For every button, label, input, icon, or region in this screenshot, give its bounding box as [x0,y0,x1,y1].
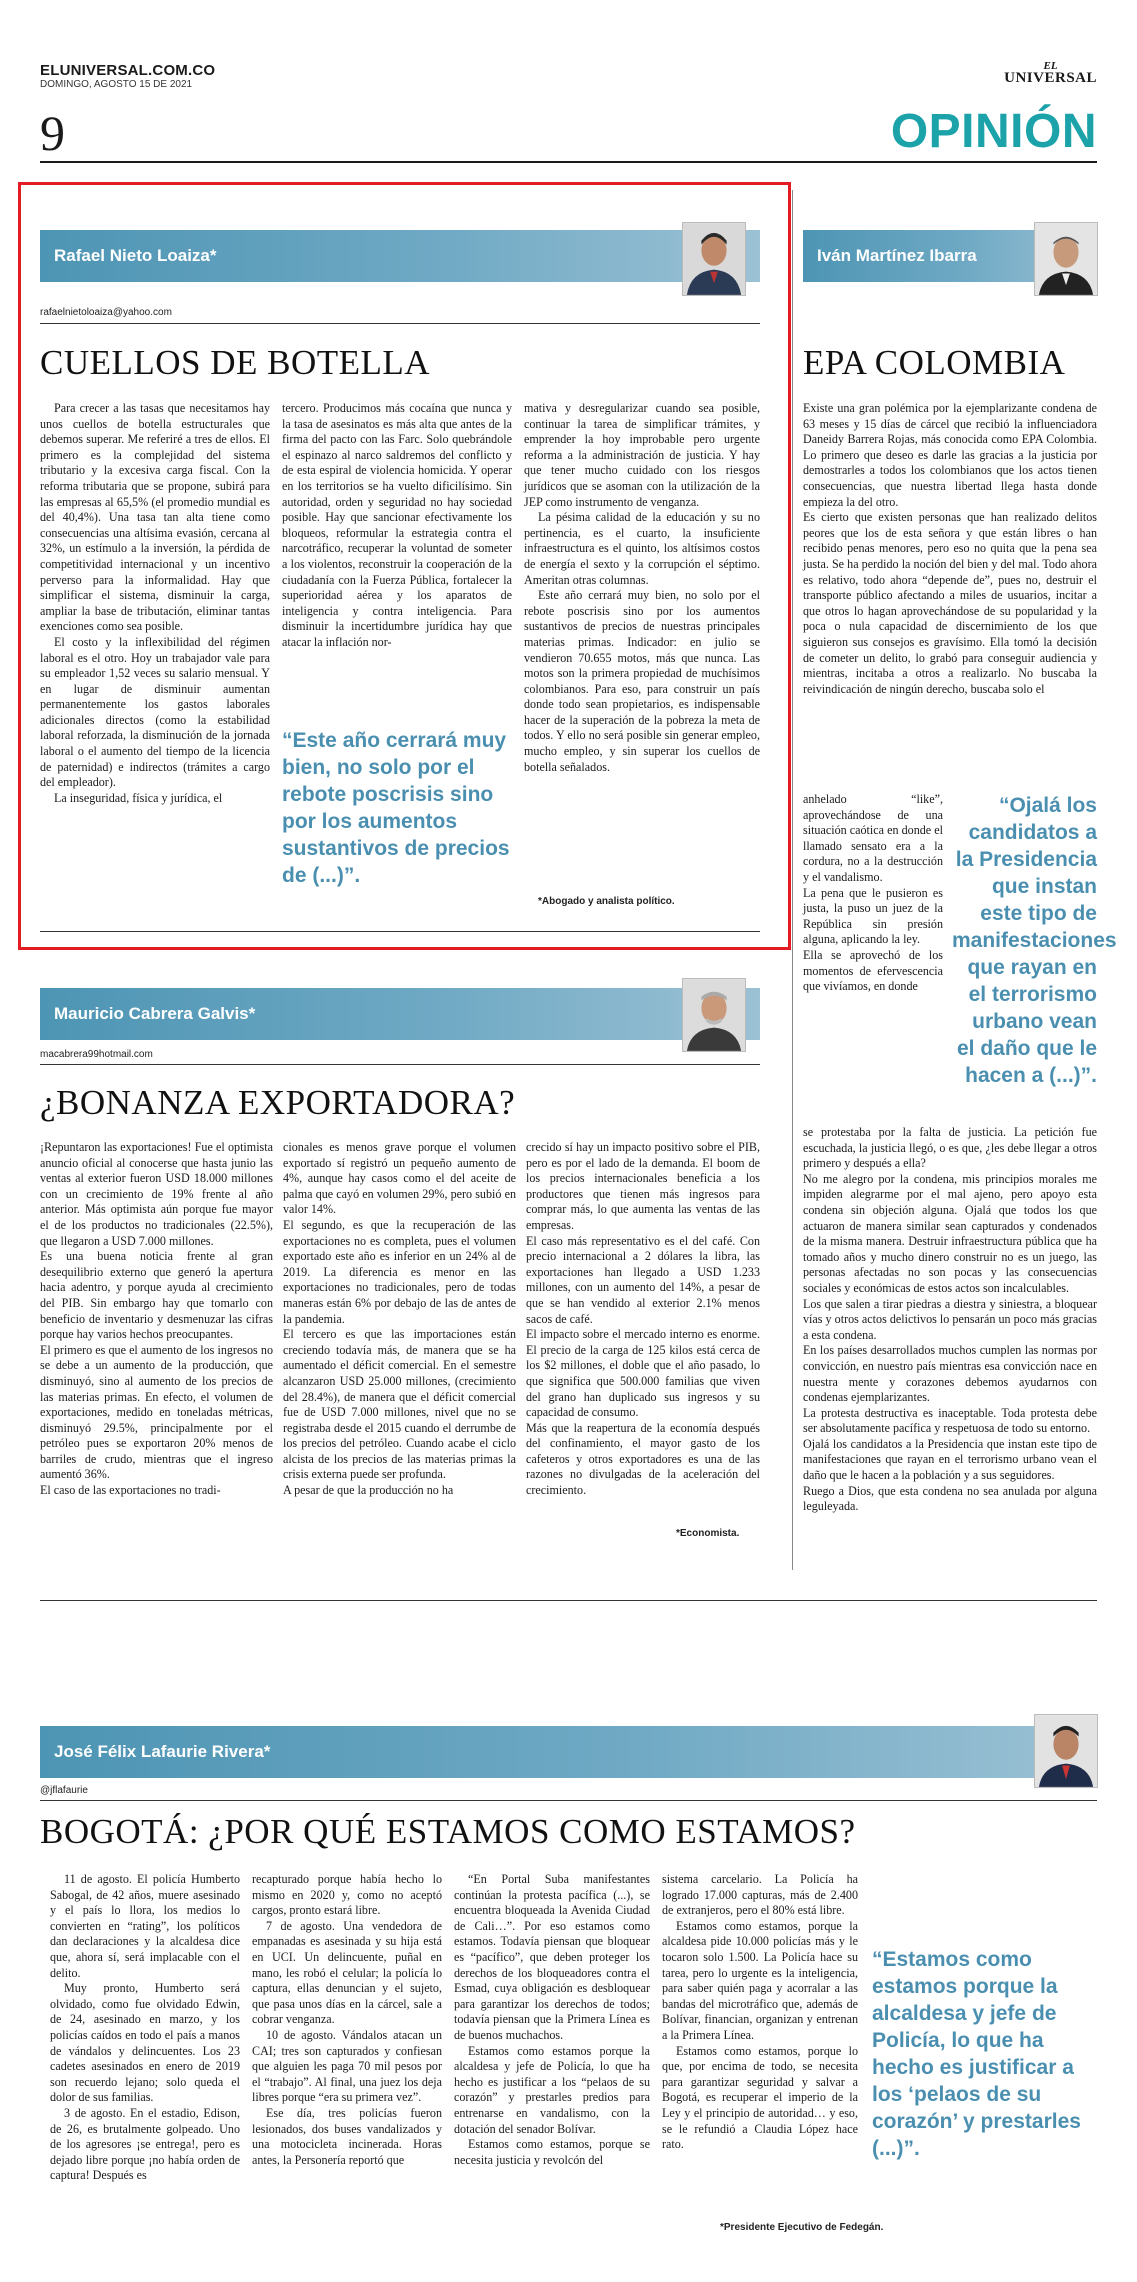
author-photo-lafaurie [1034,1714,1098,1788]
paragraph: sistema carcelario. La Policía ha logrado 17.000 capturas, más de 2.400 de extranjeros, pero el 80% está libre. [662,1872,858,1918]
paragraph: El costo y la inflexibilidad del régimen laboral es el otro. Hoy un trabajador vale para su empleador 1,52 veces su salario mensual. Y en lugar de disminuir aumentan permanentemente los gastos laborales adicionales directos (como la estabilidad laboral reforzada, la disminución de la jornada laboral o el aumento del tiempo de la licencia de paternidad) e indirectos (trámites a cargo del empleador). [40,634,270,790]
paragraph: No me alegro por la condena, mis principios morales me impiden alegrarme por el mal ajeno, pero apoyo esta condena sin objeción alguna. Ojalá que todos los que actuaron de manera similar sean capturados y condenados de la misma manera. Destruir infraestructura pública que ha tomado años y mucho dinero construir no es un juego, las personas afectadas no son pocas y las consecuencias sociales y económicas de estos actos son incalculables. [803,1171,1097,1295]
paragraph: Los que salen a tirar piedras a diestra y siniestra, a bloquear vías y otros actos delictivos lo pensarán un poco más gracias a esta condena. [803,1296,1097,1342]
paragraph: La protesta destructiva es inaceptable. Toda protesta debe ser absolutamente pacífica y respetuosa de todo su entorno. [803,1405,1097,1436]
article-column [454,1872,650,2168]
paragraph: 10 de agosto. Vándalos atacan un CAI; tres son capturados y confiesan que alguien les paga 70 mil pesos por el “trabajo”. Al final, una juez los deja libres porque “era su primera vez”. [252,2027,442,2105]
paragraph: La inseguridad, física y jurídica, el [54,790,223,805]
paragraph: En los países desarrollados muchos cumplen las normas por convicción, en nuestro país mientras esa convicción nace en nuestra mente y corazones debemos ayudarnos con condenas ejemplarizantes. [803,1343,1097,1405]
paragraph: 3 de agosto. En el estadio, Edison, de 26, es brutalmente golpeado. Uno de los agresores ¡se entrega!, pero es dejado libre porque ¡no había orden de captura! Después es [50,2105,240,2183]
pull-quote-nieto: “Este año cerrará muy bien, no solo por el rebote poscrisis sino por los aumentos sustantivos de precios de (...)”. [282,729,510,887]
paragraph: se protestaba por la falta de justicia. La petición fue escuchada, la justicia llegó, o es que, ¿les debe llegar a otros primero y después a ella? [803,1125,1097,1171]
author-photo-martinez [1034,222,1098,296]
logo-top-text: EL [1043,60,1058,72]
paragraph: El impacto sobre el mercado interno es enorme. El precio de la carga de 125 kilos está cerca de los $2 millones, el doble que el año pasado, lo que significa que 500.000 familias que viven del grano han duplicado sus ingresos y su capacidad de consumo. [526,1327,760,1420]
paragraph: El tercero es que las importaciones están creciendo todavía más, de manera que se ha aumentado el déficit comercial. En el semestre alcanzaron USD 25.000 millones, (crecimiento del 28.4%), de manera que el déficit comercial fue de USD 7.000 millones, nivel que no se registraba desde el 2015 cuando el derrumbe de los precios del petróleo. Cuando acabe el ciclo alcista de los precios de las materias primas la crisis externa puede ser profunda. [283,1327,516,1482]
paragraph: Ella se aprovechó de los momentos de efervescencia que vivíamos, en donde [803,947,943,994]
page-number: 9 [40,105,65,161]
headline-lafaurie: BOGOTÁ: ¿POR QUÉ ESTAMOS COMO ESTAMOS? [40,1812,856,1851]
pull-quote-lafaurie: “Estamos como estamos porque la alcaldesa y jefe de Policía, lo que ha hecho es justificar a los ‘pelaos de su corazón’ y prestarles (...)”. [872,1948,1081,2160]
author-photo-nieto [682,222,746,296]
paragraph: Estamos como estamos, porque se necesita justicia y revolcón del [454,2137,650,2167]
paragraph: El caso más representativo es el del café. Con precio internacional a 2 dólares la libra, las exportaciones han llegado a USD 1.233 millones, con un aumento del 14%, a pesar de que se han vendido al exterior 2.1% menos sacos de café. [526,1233,760,1326]
article-column [524,401,760,775]
article-column [803,401,1097,697]
author-signature-nieto: *Abogado y analista político. [538,896,675,907]
paragraph: Ese día, tres policías fueron lesionados, dos buses vandalizados y una motocicleta incinerada. Horas antes, la Personería reportó que [252,2105,442,2167]
article-column [40,1140,273,1499]
paragraph: anhelado “like”, aprovechándose de una situación caótica en donde el llamado sensato era a la cordura, no a la destrucción y el vandalismo. [803,792,943,884]
article-column [252,1872,442,2168]
paragraph: 7 de agosto. Una vendedora de empanadas es asesinada y su hija está en UCI. Un delincuente, puñal en mano, les robó el celular; la policía lo captura, ellas denuncian y el sujeto, que pasa unos días en la cárcel, sale a cobrar venganza. [252,1918,442,2027]
paragraph: Es una buena noticia frente al gran desequilibrio externo que generó la apertura hacia adentro, y porque ayuda al crecimiento del PIB. Sin embargo hay que tomarlo con beneficio de inventario y desmenuzar las cifras porque hay varios hechos preocupantes. [40,1249,273,1342]
paragraph: Estamos como estamos, porque lo que, por encima de todo, se necesita para garantizar seguridad y salvar a Bogotá, es recuperar el imperio de la Ley y el principio de autoridad… y eso, se le refundió a Claudia López hace rato. [662,2043,858,2152]
paragraph: Ojalá los candidatos a la Presidencia que instan este tipo de manifestaciones que rayan en el terrorismo urbano vean el daño que le hacen a la población y a sus seguidores. [803,1436,1097,1483]
author-email-lafaurie[interactable]: @jflafaurie [40,1785,88,1796]
article-column [40,401,270,806]
author-email-cabrera[interactable]: macabrera99hotmail.com [40,1049,153,1060]
paragraph: La pésima calidad de la educación y su no pertinencia, es el cuarto, la insuficiente infraestructura es el quinto, los altísimos costos de energía el sexto y la corrupción el séptimo. Ameritan otras columnas. [524,510,760,587]
paragraph: El segundo, es que la recuperación de las exportaciones no es completa, pues el volumen exportado este año es inferior en un 24% al de 2019. La diferencia es menor en las exportaciones no tradicionales, pero de todas maneras están 6% por debajo de las de antes de la pandemia. [283,1217,516,1326]
author-signature-lafaurie: *Presidente Ejecutivo de Fedegán. [720,2222,884,2233]
paragraph: Muy pronto, Humberto será olvidado, como fue olvidado Edwin, de 24, asesinado en marzo, y los policías caídos en todo el país a manos de vándalos y delincuentes. Los 23 cadetes asesinados en enero de 2019 son recuerdo lejano; solo queda el dolor de sus familias. [50,1981,240,2105]
headline-cabrera: ¿BONANZA EXPORTADORA? [40,1083,516,1122]
paragraph: “En Portal Suba manifestantes continúan la protesta pacífica (...), se encuentra bloqueada la Avenida Ciudad de Cali…”. Por eso estamos como estamos. Todavía piensan que bloquear es “pacífico”, que deben proteger los derechos de los bloqueadores contra el Esmad, cuya obligación es desbloquear para garantizar los derechos de todos; todavía piensan que la Primera Línea es de buenos muchachos. [454,1872,650,2042]
article-column [50,1872,240,2184]
masthead-date: DOMINGO, AGOSTO 15 DE 2021 [40,79,193,90]
article-divider [40,1064,760,1065]
article-divider [40,1600,1097,1601]
author-name: José Félix Lafaurie Rivera* [54,1742,271,1761]
paragraph: Estamos como estamos porque la alcaldesa y jefe de Policía, lo que ha hecho es justificar a los “pelaos de su corazón” y prestarles predios para entrenarse en vandalismo, con la dotación del senador Bolívar. [454,2043,650,2136]
masthead-divider [40,161,1097,163]
paragraph: El primero es que el aumento de los ingresos no se debe a un aumento de la producción, que disminuyó, sino al aumento de los precios de las materias primas. En efecto, el volumen de exportaciones, medido en toneladas métricas, disminuyó 29.5%, principalmente por el petróleo pues se exportaron 20% menos de barriles de crudo, mientras que el ingreso aumentó 36%. [40,1342,273,1482]
masthead-site[interactable]: ELUNIVERSAL.COM.CO [40,62,216,79]
author-email-nieto[interactable]: rafaelnietoloaiza@yahoo.com [40,307,172,318]
paragraph: Este año cerrará muy bien, no solo por el rebote poscrisis sino por los aumentos sustantivos de precios de nuestras principales materias primas. Indicador: en julio se vendieron 70.655 motos, más que nunca. Las motos son la primera propiedad de muchísimos colombianos. Para eso, para construir un país donde todo sean propietarios, es indispensable hacer de la superación de la pobreza la meta de todos. Y ello no será posible sin generar empleo, mucho empleo, y sin superar los cuellos de botella señalados. [524,588,760,774]
article-divider [40,1800,1097,1801]
paragraph: El caso de las exportaciones no tradi- [40,1483,221,1498]
article-divider [40,931,760,932]
headline-nieto: CUELLOS DE BOTELLA [40,343,431,382]
paragraph: Para crecer a las tasas que necesitamos hay unos cuellos de botella estructurales que debemos superar. Me referiré a tres de ellos. El primero es la complejidad del sistema tributario y la excesiva carga fiscal. Con la reforma tributaria que se propone, subirá para las empresas al 65,5% (el promedio mundial es del 40,4%). Una tasa tan alta tiene como consecuencias una altísima evasión, cercana al 32%, un estímulo a la inversión, la pérdida de competitividad internacional y un incentivo perverso para la informalidad. Hay que simplificar el sistema, disminuir la carga, ampliar la base de tributación, eliminar tantas exenciones como sea posible. [40,401,270,634]
vertical-divider [792,190,793,1570]
paragraph: recapturado porque había hecho lo mismo en 2020 y, como no aceptó cargos, pronto estará libre. [252,1872,442,1918]
article-column [803,792,943,995]
paragraph: ¡Repuntaron las exportaciones! Fue el optimista anuncio oficial al conocerse que hasta junio las ventas al exterior fueron USD 18.000 millones con un crecimiento de 19% frente al año anterior. Más optimista aún porque fue mayor el de los productos no tradicionales (22.5%), que llegaron a USD 7.000 millones. [40,1140,273,1248]
pull-quote-martinez: “Ojalá los candidatos a la Presidencia que instan este tipo de manifestaciones que rayan en el terrorismo urbano vean el daño que le hacen a (...)”. [952,794,1117,1087]
paragraph: mativa y desregularizar cuando sea posible, continuar la tarea de simplificar trámites, y emprender la hoy improbable pero urgente reforma a la administración de justicia. Y hay que tener mucho cuidado con los riesgos jurídicos que se asoman con la utilización de la JEP como instrumento de venganza. [524,401,760,509]
author-name: Iván Martínez Ibarra [817,246,977,265]
paragraph: Existe una gran polémica por la ejemplarizante condena de 63 meses y 15 días de cárcel que recibió la influenciadora Daneidy Barrera Rojas, más conocida como EPA Colombia. Lo primero que deseo es darle las gracias a la justicia por demostrarles a todos los colombianos que los actos tienen consecuencias, que nuestra libertad llega hasta donde empieza la del otro. [803,401,1097,509]
paragraph: cionales es menos grave porque el volumen exportado sí registró un pequeño aumento de 4%, aunque hay casos como el del aceite de palma que cayó en volumen 29%, pero subió en valor 14%. [283,1140,516,1217]
headline-martinez: EPA COLOMBIA [803,343,1066,382]
article-column [526,1140,760,1499]
author-name: Rafael Nieto Loaiza* [54,246,217,265]
logo-bottom-text: UNIVERSAL [1004,69,1097,86]
paragraph: Es cierto que existen personas que han realizado delitos peores que los de esta señora y que están libres o han recibido penas menores, pero eso no quita que la pena sea justa. Se ha perdido la noción del bien y del mal. Todo ahora es relativo, todo ahora “depende de”, pues no, destruir el transporte público afectando a miles de usuarios, incitar a que otros lo hagan aprovechándose de su popularidad y la poca o nula capacidad de discernimiento de los que siguieron sus consejos es gravísimo. Ella tomó la decisión de cometer un delito, lo grabó para conseguir audiencia y mientras, incitaba a otros a realizarlo. No buscaba la reivindicación de ningún derecho, buscaba solo el [803,510,1097,696]
author-name: Mauricio Cabrera Galvis* [54,1004,256,1023]
article-column [282,401,512,651]
article-column [662,1872,858,2153]
paragraph: tercero. Producimos más cocaína que nunca y la tasa de asesinatos es más alta que antes de la firma del pacto con las Farc. Solo quebrándole el espinazo al narco saldremos del conflicto y de esta espiral de violencia homicida. Y operar en los territorios se ha vuelto dificilísimo. Sin autoridad, orden y seguridad no hay sociedad posible. Hay que sancionar efectivamente los bloqueos, reformular la estrategia contra el narcotráfico, recuperar la voluntad de someter a los violentos, reconstruir la cooperación de la ciudadanía con la Fuerza Pública, fortalecer la superioridad aérea y los aparatos de inteligencia y contra inteligencia. Para disminuir la incertidumbre jurídica hay que atacar la inflación nor- [282,401,512,649]
article-column [803,1125,1097,1515]
paragraph: 11 de agosto. El policía Humberto Sabogal, de 42 años, muere asesinado y el país lo llora, los medios lo convierten en “rating”, los políticos dan declaraciones y la alcaldesa dice que, ahora sí, será implacable con el delito. [50,1872,240,1980]
author-bar-lafaurie [40,1726,1097,1778]
author-bar-nieto [40,230,760,282]
article-divider [40,323,760,324]
paragraph: crecido sí hay un impacto positivo sobre el PIB, pero es por el lado de la demanda. El boom de los precios internacionales beneficia a los productores que tienen más ingresos para comprar más, lo que aumenta las ventas de las empresas. [526,1140,760,1232]
author-photo-cabrera [682,978,746,1052]
paragraph: La pena que le pusieron es justa, la puso un juez de la República sin presión alguna, aplicando la ley. [803,885,943,947]
paragraph: A pesar de que la producción no ha [283,1483,454,1498]
author-bar-cabrera [40,988,760,1040]
paragraph: Más que la reapertura de la economía después del confinamiento, el mayor gasto de los cafeteros y otros exportadores es una de las razones no divulgadas de la aceleración del crecimiento. [526,1420,760,1498]
author-signature-cabrera: *Economista. [676,1528,740,1539]
paragraph: Estamos como estamos, porque la alcaldesa pide 10.000 policías más y le tocaron solo 1.500. La Policía hace su tarea, pero lo urgente es la inteligencia, para saber quién paga y acorralar a las bandas del microtráfico que, además de Bolívar, financian, organizan y entrenan a la Primera Línea. [662,1918,858,2042]
article-column [283,1140,516,1499]
paragraph: Ruego a Dios, que esta condena no sea anulada por alguna leguleyada. [803,1483,1097,1514]
section-title: OPINIÓN [890,105,1097,158]
newspaper-logo[interactable] [1004,62,1097,85]
